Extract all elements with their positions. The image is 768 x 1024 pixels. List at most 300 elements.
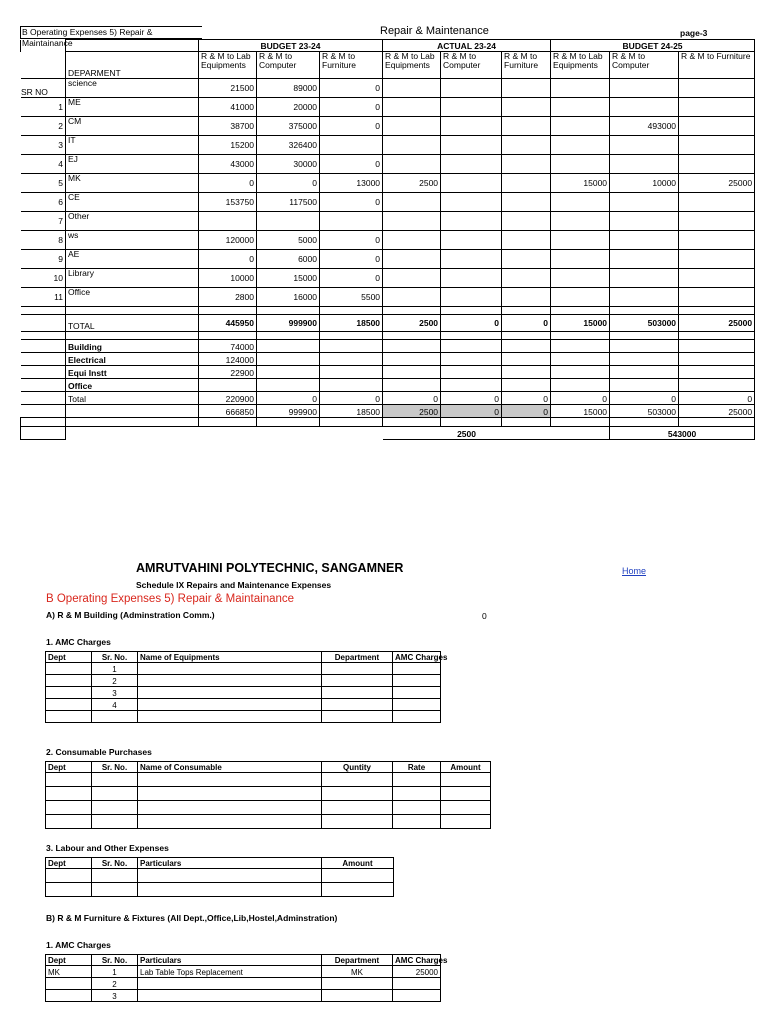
grand-total-value: 2500 xyxy=(383,405,441,418)
header-cell: AMC Charges xyxy=(393,652,441,663)
table-row xyxy=(21,193,755,212)
value-cell xyxy=(502,174,551,193)
schedule-subtitle: Schedule IX Repairs and Maintenance Expenses xyxy=(136,580,332,590)
sheet1-page-number: page-3 xyxy=(680,28,708,38)
department-cell: Other xyxy=(66,212,199,231)
blank-cell xyxy=(502,379,551,392)
value-cell: 20000 xyxy=(257,98,320,117)
amc-b-title: 1. AMC Charges xyxy=(46,940,111,950)
table-cell: 2 xyxy=(92,978,138,990)
value-cell: 89000 xyxy=(257,79,320,98)
value-cell xyxy=(383,288,441,307)
table-cell xyxy=(322,675,393,687)
value-cell xyxy=(441,79,502,98)
sr-no-cell: 10 xyxy=(21,269,66,288)
value-cell xyxy=(441,212,502,231)
blank-cell xyxy=(320,379,383,392)
table-row xyxy=(46,869,394,883)
table-row xyxy=(21,340,755,353)
value-cell: 21500 xyxy=(199,79,257,98)
sr-no-cell: 3 xyxy=(21,136,66,155)
value-cell: 30000 xyxy=(257,155,320,174)
value-cell xyxy=(551,117,610,136)
table-cell xyxy=(322,869,394,883)
extra-value: 124000 xyxy=(199,353,257,366)
table-row xyxy=(21,353,755,366)
value-cell xyxy=(441,193,502,212)
blank-cell xyxy=(257,340,320,353)
value-cell xyxy=(610,269,679,288)
footer-actual-total: 2500 xyxy=(383,427,551,440)
value-cell xyxy=(610,79,679,98)
extra-value: 74000 xyxy=(199,340,257,353)
value-cell: 16000 xyxy=(257,288,320,307)
value-cell xyxy=(502,288,551,307)
blank-cell xyxy=(383,353,441,366)
table-row xyxy=(21,269,755,288)
table-cell: 3 xyxy=(92,687,138,699)
blank-cell xyxy=(21,366,66,379)
section-a-value: 0 xyxy=(482,611,487,621)
table-cell: Lab Table Tops Replacement xyxy=(138,966,322,978)
value-cell: 38700 xyxy=(199,117,257,136)
value-cell: 0 xyxy=(320,155,383,174)
blank-cell xyxy=(21,379,66,392)
value-cell: 6000 xyxy=(257,250,320,269)
value-cell xyxy=(383,136,441,155)
table-cell xyxy=(393,990,441,1002)
sr-no-cell: 8 xyxy=(21,231,66,250)
header-cell: Amount xyxy=(322,858,394,869)
department-cell: MK xyxy=(66,174,199,193)
total-value: 25000 xyxy=(679,315,755,332)
amc-b-table xyxy=(45,954,448,1002)
blank-cell xyxy=(551,366,610,379)
value-cell xyxy=(551,288,610,307)
table-row xyxy=(21,212,755,231)
table-cell: 4 xyxy=(92,699,138,711)
value-cell xyxy=(441,231,502,250)
grand-total-value: 25000 xyxy=(679,405,755,418)
value-cell xyxy=(679,231,755,250)
group-budget-23-24: BUDGET 23-24 xyxy=(199,40,383,52)
group-budget-24-25: BUDGET 24-25 xyxy=(551,40,755,52)
blank-cell xyxy=(679,366,755,379)
blank-cell xyxy=(21,340,66,353)
table-cell xyxy=(393,663,441,675)
department-cell: ws xyxy=(66,231,199,250)
department-cell: CM xyxy=(66,117,199,136)
value-cell xyxy=(502,155,551,174)
value-cell xyxy=(502,136,551,155)
blank-cell xyxy=(257,353,320,366)
subtotal-label: Total xyxy=(66,392,199,405)
value-cell xyxy=(502,193,551,212)
value-cell xyxy=(383,193,441,212)
table-cell xyxy=(46,711,92,723)
table-cell: 3 xyxy=(92,990,138,1002)
table-cell xyxy=(138,815,322,829)
table-cell xyxy=(322,978,393,990)
header-cell: Name of Equipments xyxy=(138,652,322,663)
value-cell xyxy=(441,250,502,269)
table-cell: MK xyxy=(322,966,393,978)
value-cell: 13000 xyxy=(320,174,383,193)
table-row xyxy=(46,675,441,687)
value-cell: 5500 xyxy=(320,288,383,307)
value-cell xyxy=(441,117,502,136)
table-cell xyxy=(322,687,393,699)
blank-cell xyxy=(679,340,755,353)
blank-cell xyxy=(502,340,551,353)
labour-table xyxy=(45,857,394,897)
header-cell: Dept xyxy=(46,762,92,773)
table-cell xyxy=(46,675,92,687)
table-cell: 2 xyxy=(92,675,138,687)
blank-cell xyxy=(257,379,320,392)
table-row xyxy=(21,98,755,117)
blank-cell xyxy=(551,353,610,366)
sr-no-cell: 9 xyxy=(21,250,66,269)
grand-total-value: 0 xyxy=(502,405,551,418)
col-comp-a2324: R & M to Computer xyxy=(441,52,502,79)
value-cell: 43000 xyxy=(199,155,257,174)
total-row xyxy=(21,315,755,332)
table-cell xyxy=(46,883,92,897)
table-cell xyxy=(138,801,322,815)
table-cell xyxy=(393,815,441,829)
value-cell xyxy=(551,231,610,250)
grand-total-row xyxy=(21,405,755,418)
consumable-title: 2. Consumable Purchases xyxy=(46,747,152,757)
table-cell: 1 xyxy=(92,966,138,978)
header-cell: Name of Consumable xyxy=(138,762,322,773)
value-cell: 2500 xyxy=(383,174,441,193)
subtotal-value: 220900 xyxy=(199,392,257,405)
table-cell xyxy=(46,687,92,699)
department-cell: Office xyxy=(66,288,199,307)
consumable-table xyxy=(45,761,491,829)
sheet1-header-center: Repair & Maintenance xyxy=(380,25,489,37)
value-cell: 41000 xyxy=(199,98,257,117)
value-cell xyxy=(679,288,755,307)
value-cell: 0 xyxy=(320,98,383,117)
col-lab-b2425: R & M to Lab Equipments xyxy=(551,52,610,79)
table-cell xyxy=(138,687,322,699)
table-cell xyxy=(441,787,491,801)
value-cell: 10000 xyxy=(610,174,679,193)
value-cell xyxy=(679,117,755,136)
value-cell: 120000 xyxy=(199,231,257,250)
value-cell xyxy=(610,212,679,231)
table-cell xyxy=(92,869,138,883)
table-row xyxy=(46,663,441,675)
value-cell xyxy=(679,136,755,155)
table-cell xyxy=(92,787,138,801)
table-row xyxy=(21,117,755,136)
sr-no-cell: 1 xyxy=(21,98,66,117)
value-cell: 0 xyxy=(199,174,257,193)
value-cell xyxy=(257,212,320,231)
table-row xyxy=(46,699,441,711)
value-cell xyxy=(679,212,755,231)
table-cell xyxy=(393,699,441,711)
sr-no-cell: 4 xyxy=(21,155,66,174)
table-cell xyxy=(393,787,441,801)
col-comp-b2425: R & M to Computer xyxy=(610,52,679,79)
sr-no-cell: 7 xyxy=(21,212,66,231)
col-department: DEPARMENT xyxy=(66,52,199,79)
table-cell xyxy=(138,787,322,801)
value-cell: 25000 xyxy=(679,174,755,193)
amc-table xyxy=(45,651,448,723)
table-cell xyxy=(322,699,393,711)
table-cell xyxy=(138,978,322,990)
department-cell: science xyxy=(66,79,199,98)
subtotal-value: 0 xyxy=(257,392,320,405)
table-row xyxy=(21,155,755,174)
value-cell xyxy=(441,155,502,174)
table-cell xyxy=(393,675,441,687)
value-cell xyxy=(679,79,755,98)
value-cell xyxy=(551,136,610,155)
grand-total-value: 18500 xyxy=(320,405,383,418)
subtotal-value: 0 xyxy=(610,392,679,405)
col-furn-b2324: R & M to Furniture xyxy=(320,52,383,79)
value-cell xyxy=(502,98,551,117)
value-cell xyxy=(383,231,441,250)
table-cell xyxy=(92,773,138,787)
header-cell: Sr. No. xyxy=(92,955,138,966)
value-cell: 153750 xyxy=(199,193,257,212)
total-value: 15000 xyxy=(551,315,610,332)
blank-cell xyxy=(383,379,441,392)
blank-cell xyxy=(320,353,383,366)
table-cell xyxy=(322,801,393,815)
value-cell: 0 xyxy=(199,250,257,269)
value-cell xyxy=(551,193,610,212)
table-cell xyxy=(138,883,322,897)
header-cell: AMC Charges xyxy=(393,955,441,966)
subtotal-row xyxy=(21,392,755,405)
blank-cell xyxy=(441,366,502,379)
value-cell xyxy=(679,269,755,288)
header-cell: Amount xyxy=(441,762,491,773)
value-cell: 0 xyxy=(320,269,383,288)
value-cell: 5000 xyxy=(257,231,320,250)
value-cell xyxy=(502,79,551,98)
blank-cell xyxy=(21,353,66,366)
value-cell: 493000 xyxy=(610,117,679,136)
table-row xyxy=(21,231,755,250)
subtotal-value: 0 xyxy=(679,392,755,405)
sr-no-cell: 6 xyxy=(21,193,66,212)
table-cell xyxy=(393,978,441,990)
value-cell xyxy=(551,98,610,117)
total-value: 18500 xyxy=(320,315,383,332)
department-cell: AE xyxy=(66,250,199,269)
extra-value xyxy=(199,379,257,392)
table-cell xyxy=(322,815,393,829)
blank-cell xyxy=(383,340,441,353)
value-cell xyxy=(679,193,755,212)
value-cell: 15200 xyxy=(199,136,257,155)
table-cell xyxy=(46,787,92,801)
table-row xyxy=(46,773,491,787)
table-row xyxy=(46,990,441,1002)
table-cell xyxy=(92,815,138,829)
value-cell xyxy=(551,212,610,231)
blank-cell xyxy=(441,353,502,366)
total-value: 503000 xyxy=(610,315,679,332)
value-cell xyxy=(441,269,502,288)
table-row xyxy=(46,711,441,723)
red-heading: B Operating Expenses 5) Repair & Maintainance xyxy=(46,593,295,605)
value-cell xyxy=(441,288,502,307)
value-cell xyxy=(610,136,679,155)
table-row xyxy=(46,815,491,829)
value-cell: 15000 xyxy=(257,269,320,288)
sr-no-label: SR NO xyxy=(21,87,48,97)
blank-cell xyxy=(320,340,383,353)
value-cell: 2800 xyxy=(199,288,257,307)
value-cell: 0 xyxy=(320,231,383,250)
table-cell xyxy=(46,663,92,675)
extra-label: Equi Instt xyxy=(66,366,199,379)
grand-total-value: 0 xyxy=(441,405,502,418)
subtotal-value: 0 xyxy=(441,392,502,405)
table-cell xyxy=(46,801,92,815)
value-cell: 10000 xyxy=(199,269,257,288)
table-cell: MK xyxy=(46,966,92,978)
table-row xyxy=(21,79,755,98)
total-value: 445950 xyxy=(199,315,257,332)
section-b-title: B) R & M Furniture & Fixtures (All Dept.,Office,Lib,Hostel,Adminstration) xyxy=(46,913,338,923)
value-cell xyxy=(551,250,610,269)
total-value: 0 xyxy=(502,315,551,332)
grand-total-value: 999900 xyxy=(257,405,320,418)
table-cell xyxy=(46,990,92,1002)
blank-cell xyxy=(441,379,502,392)
col-furn-b2425: R & M to Furniture xyxy=(679,52,755,79)
extra-label: Office xyxy=(66,379,199,392)
table-cell xyxy=(46,773,92,787)
total-value: 999900 xyxy=(257,315,320,332)
value-cell xyxy=(383,155,441,174)
sr-no-cell: 11 xyxy=(21,288,66,307)
total-label: TOTAL xyxy=(66,315,199,332)
value-cell xyxy=(610,288,679,307)
table-cell xyxy=(393,687,441,699)
table-cell xyxy=(138,699,322,711)
table-cell xyxy=(322,663,393,675)
extra-label: Building xyxy=(66,340,199,353)
col-comp-b2324: R & M to Computer xyxy=(257,52,320,79)
subtotal-value: 0 xyxy=(383,392,441,405)
sr-no-cell: 2 xyxy=(21,117,66,136)
value-cell: 0 xyxy=(257,174,320,193)
department-cell: EJ xyxy=(66,155,199,174)
section-a-title: A) R & M Building (Adminstration Comm.) xyxy=(46,610,215,620)
footer-budget-total: 543000 xyxy=(610,427,755,440)
table-cell xyxy=(441,801,491,815)
header-cell: Dept xyxy=(46,652,92,663)
college-title: AMRUTVAHINI POLYTECHNIC, SANGAMNER xyxy=(136,561,404,575)
value-cell: 326400 xyxy=(257,136,320,155)
sheet1-header-left: B Operating Expenses 5) Repair & Maintainance xyxy=(20,26,202,39)
value-cell: 117500 xyxy=(257,193,320,212)
value-cell xyxy=(441,136,502,155)
value-cell xyxy=(610,155,679,174)
table-row xyxy=(46,801,491,815)
table-row xyxy=(46,787,491,801)
table-cell xyxy=(46,869,92,883)
value-cell xyxy=(441,98,502,117)
table-row xyxy=(21,366,755,379)
blank-cell xyxy=(610,379,679,392)
value-cell xyxy=(679,98,755,117)
grand-total-value: 503000 xyxy=(610,405,679,418)
home-link[interactable]: Home xyxy=(622,566,647,576)
table-cell xyxy=(46,978,92,990)
value-cell xyxy=(610,98,679,117)
table-cell xyxy=(46,815,92,829)
table-row xyxy=(21,136,755,155)
value-cell xyxy=(610,231,679,250)
value-cell: 0 xyxy=(320,193,383,212)
table-cell xyxy=(138,773,322,787)
table-row xyxy=(46,966,441,978)
header-cell: Dept xyxy=(46,858,92,869)
blank-cell xyxy=(610,340,679,353)
header-cell: Particulars xyxy=(138,858,322,869)
table-cell: 1 xyxy=(92,663,138,675)
table-cell xyxy=(441,773,491,787)
blank-cell xyxy=(551,340,610,353)
header-cell: Rate xyxy=(393,762,441,773)
grand-total-value: 15000 xyxy=(551,405,610,418)
value-cell: 0 xyxy=(320,250,383,269)
header-cell: Particulars xyxy=(138,955,322,966)
header-cell: Department xyxy=(322,652,393,663)
value-cell xyxy=(551,155,610,174)
blank-cell xyxy=(679,379,755,392)
value-cell xyxy=(441,174,502,193)
table-cell xyxy=(322,773,393,787)
subtotal-value: 0 xyxy=(551,392,610,405)
blank-cell xyxy=(551,379,610,392)
header-cell: Sr. No. xyxy=(92,652,138,663)
value-cell xyxy=(320,212,383,231)
value-cell xyxy=(551,79,610,98)
table-cell xyxy=(92,883,138,897)
blank-cell xyxy=(679,353,755,366)
table-cell xyxy=(138,990,322,1002)
group-actual-23-24: ACTUAL 23-24 xyxy=(383,40,551,52)
blank-cell xyxy=(502,353,551,366)
value-cell xyxy=(502,269,551,288)
value-cell xyxy=(610,250,679,269)
value-cell xyxy=(502,250,551,269)
col-lab-b2324: R & M to Lab Equipments xyxy=(199,52,257,79)
value-cell xyxy=(551,269,610,288)
header-cell: Department xyxy=(322,955,393,966)
table-cell xyxy=(322,990,393,1002)
amc-title: 1. AMC Charges xyxy=(46,637,111,647)
value-cell xyxy=(502,117,551,136)
header-cell: Sr. No. xyxy=(92,762,138,773)
table-cell xyxy=(138,869,322,883)
